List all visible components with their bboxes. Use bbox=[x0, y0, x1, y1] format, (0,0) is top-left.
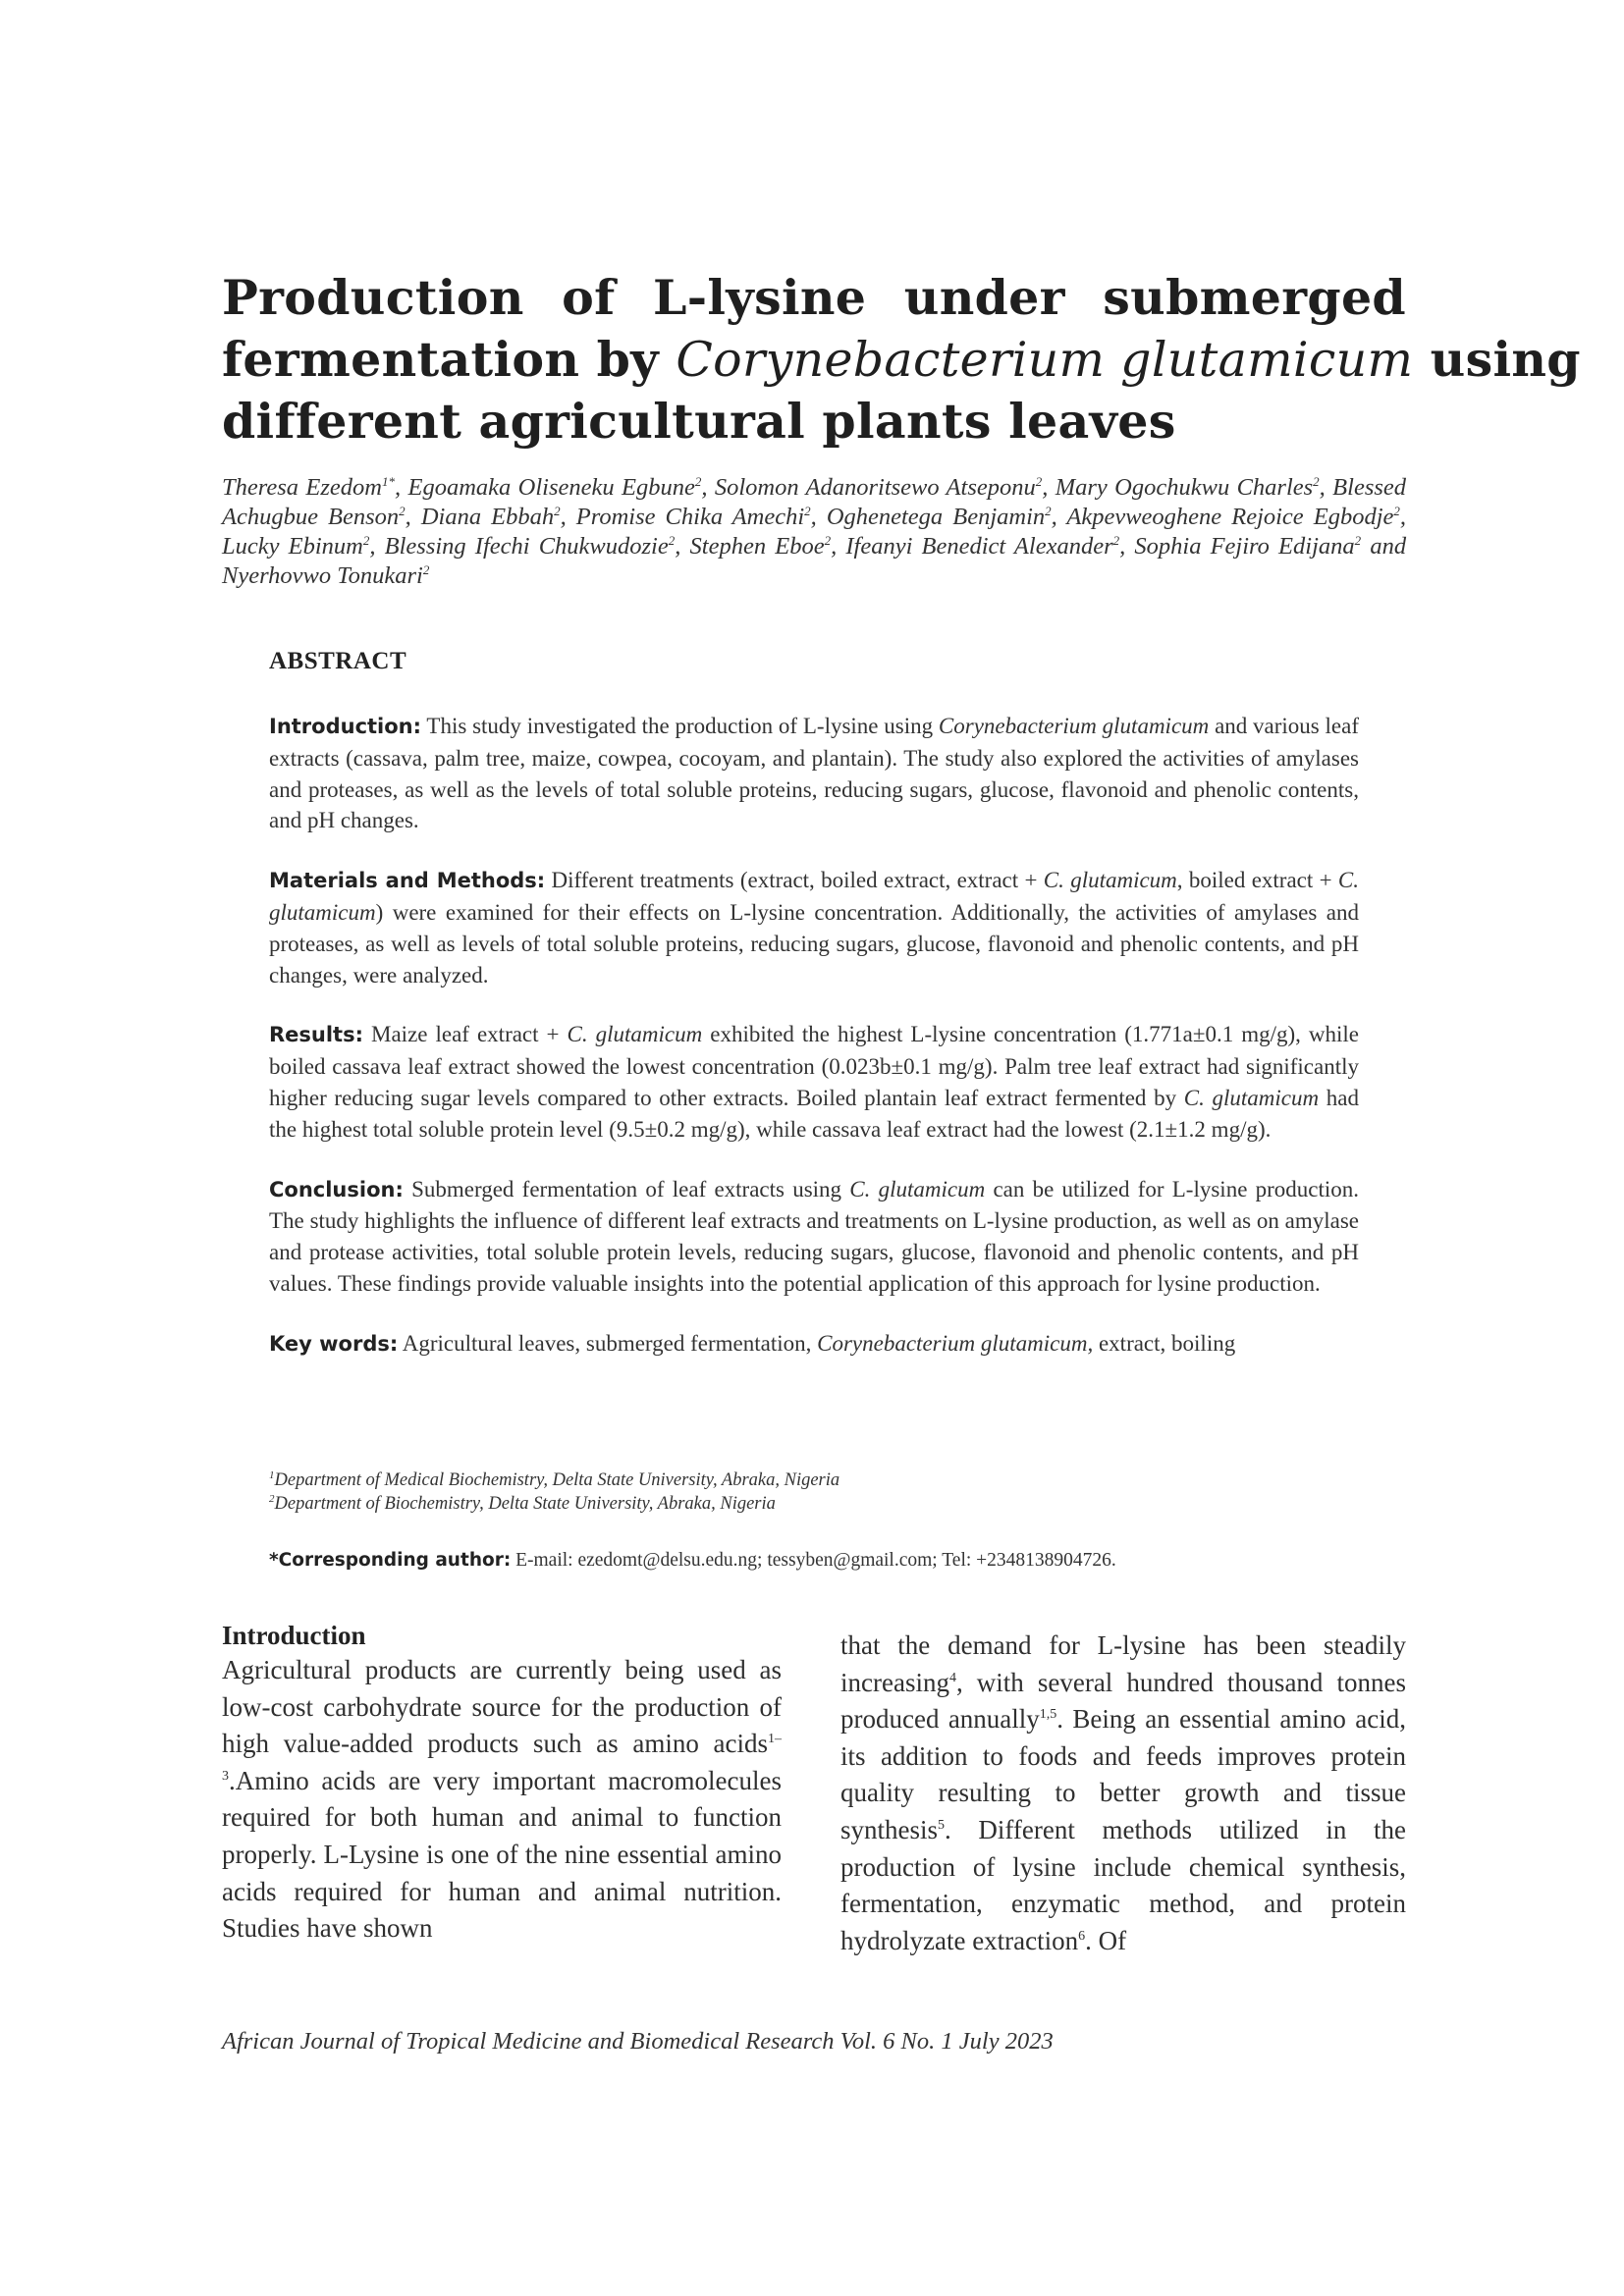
abstract-text: ) were examined for their effects on L-lysine concentration. Additionally, the activities of amylases and proteases, as well as levels of total soluble proteins, reducing sugars, glucose, flavonoid and phenolic contents, and pH changes, were analyzed. bbox=[269, 899, 1359, 988]
species-name: C. glutamicum bbox=[1183, 1085, 1320, 1110]
species-name: C. glutamicum bbox=[1043, 868, 1177, 893]
species-name: C. glutamicum bbox=[567, 1022, 703, 1047]
citation-sup: 1–3 bbox=[222, 1732, 782, 1784]
body-column-right bbox=[840, 1628, 1406, 1959]
title-line-1: Production of L-lysine under submerged bbox=[222, 269, 1406, 326]
journal-footer: African Journal of Tropical Medicine and Biomedical Research Vol. 6 No. 1 July 2023 bbox=[222, 2028, 1054, 2055]
abstract-keywords bbox=[269, 1328, 1359, 1361]
affiliation-item bbox=[269, 1468, 1359, 1492]
author-affil-sup: 2 bbox=[362, 532, 370, 548]
author-affil-sup: 2 bbox=[1112, 532, 1120, 548]
author-name: Ifeanyi Benedict Alexander bbox=[845, 533, 1113, 560]
author-affil-sup: 2 bbox=[694, 473, 702, 489]
abstract-text: had the highest total soluble protein level (9.5±0.2 mg/g), while cassava leaf extract had the lowest (2.1±1.2 mg/g). bbox=[269, 1085, 1360, 1142]
corresponding-author bbox=[269, 1550, 1398, 1572]
title-species: Corynebacterium glutamicum bbox=[676, 332, 1414, 388]
author-name: Blessing Ifechi Chukwudozie bbox=[384, 533, 669, 560]
abstract-methods bbox=[269, 865, 1359, 990]
author-affil-sup: 2 bbox=[804, 503, 811, 518]
abstract-heading: ABSTRACT bbox=[269, 648, 407, 674]
abstract-section bbox=[269, 648, 1359, 1389]
abstract-introduction-label: Introduction: bbox=[269, 715, 422, 738]
title-line-2-pre: fermentation by bbox=[222, 331, 659, 388]
author-name: Lucky Ebinum bbox=[222, 533, 363, 560]
abstract-text: , boiled extract + bbox=[1176, 868, 1332, 893]
abstract-text: and various leaf extracts (cassava, palm tree, maize, cowpea, cocoyam, and plantain). The study also explored the activities of amylases and proteases, as well as the levels of total soluble proteins, reducing sugars, glucose, flavonoid and phenolic contents, and pH changes. bbox=[269, 714, 1360, 833]
title-line-2-post: using bbox=[1430, 331, 1581, 388]
body-text: that the demand for L-lysine has been steadily increasing bbox=[840, 1630, 1406, 1697]
abstract-conclusion-label: Conclusion: bbox=[269, 1177, 404, 1201]
author-conjunction: and bbox=[1370, 533, 1407, 560]
author-name: Blessed Achugbue Benson bbox=[222, 474, 1407, 530]
abstract-results-label: Results: bbox=[269, 1023, 363, 1047]
body-paragraph bbox=[222, 1652, 782, 1948]
species-name: Corynebacterium glutamicum bbox=[938, 714, 1210, 738]
affiliation-text: Department of Biochemistry, Delta State University, Abraka, Nigeria bbox=[274, 1494, 776, 1514]
body-text: Agricultural products are currently being used as low-cost carbohydrate source for the production of high value-added products such as amino acids bbox=[222, 1655, 782, 1759]
species-name: Corynebacterium glutamicum, bbox=[817, 1330, 1094, 1356]
keywords-text: Agricultural leaves, submerged fermentation, bbox=[402, 1330, 812, 1356]
section-heading-introduction: Introduction bbox=[222, 1621, 366, 1650]
author-affil-sup: 2 bbox=[422, 561, 430, 577]
affiliation-item bbox=[269, 1492, 1359, 1516]
author-name: Nyerhovwo Tonukari bbox=[222, 562, 423, 589]
author-affil-sup: 2 bbox=[1045, 503, 1052, 518]
author-name: Egoamaka Oliseneku Egbune bbox=[407, 474, 695, 501]
citation-sup: 4 bbox=[948, 1670, 956, 1685]
keywords-text: extract, boiling bbox=[1098, 1330, 1236, 1356]
body-paragraph bbox=[840, 1628, 1406, 1959]
abstract-text: exhibited the highest L-lysine concentration (1.771a±0.1 mg/g), while boiled cassava leaf extract showed the lowest concentration (0.023b±0.1 mg/g). Palm tree leaf extract had significantly higher reducing sugar levels compared to other extracts. Boiled plantain leaf extract fermented by bbox=[269, 1022, 1360, 1110]
author-name: Solomon Adanoritsewo Atseponu bbox=[714, 474, 1036, 501]
author-name: Oghenetega Benjamin bbox=[826, 504, 1046, 530]
author-name: Diana Ebbah bbox=[420, 504, 555, 530]
affiliation-sup: 2 bbox=[269, 1492, 275, 1505]
paper-title bbox=[222, 267, 1581, 453]
abstract-text: Submerged fermentation of leaf extracts using bbox=[411, 1176, 842, 1201]
keywords-label: Key words: bbox=[269, 1331, 399, 1356]
abstract-conclusion bbox=[269, 1174, 1359, 1300]
citation-sup: 6 bbox=[1078, 1928, 1086, 1944]
author-list: Theresa Ezedom$^{1*}$, Egoamaka Oliseneku Egbune$^2$, Solomon Adanoritsewo Atseponu$^2$, Mary Ogochukwu Charles$^2$, Blessed Achugbue Benson$^2$, Diana Ebbah$^2$, Promise Chika Amechi$^2$, Oghenetega Benjamin$^2$, Akpevweoghene Rejoice Egbodje$^2$, Lucky Ebinum$^2$, Blessing Ifechi Chukwudozie$^2$, Stephen Eboe$^2$, Ifeanyi Benedict Alexander$^2$, Sophia Fejiro Edijana$^2$ and Nyerhovwo Tonukari$^2$ bbox=[222, 473, 1407, 589]
author-name: Akpevweoghene Rejoice Egbodje bbox=[1066, 504, 1394, 530]
body-text: .Amino acids are very important macromolecules required for both human and animal to function properly. L-Lysine is one of the nine essential amino acids required for human and animal nutrition. Studies have shown bbox=[222, 1765, 782, 1944]
author-name: Theresa Ezedom bbox=[222, 474, 382, 501]
author-affil-sup: 2 bbox=[399, 503, 406, 518]
body-column-left bbox=[222, 1620, 782, 1948]
abstract-text: Maize leaf extract + bbox=[371, 1022, 560, 1047]
body-text: . Different methods utilized in the production of lysine include chemical synthesis, fermentation, enzymatic method, and protein hydrolyzate extraction bbox=[840, 1814, 1406, 1955]
corresponding-author-label: *Corresponding author: bbox=[269, 1550, 512, 1571]
author-affil-sup: 2 bbox=[1354, 532, 1362, 548]
abstract-text: This study investigated the production of L-lysine using bbox=[426, 714, 934, 738]
author-name: Mary Ogochukwu Charles bbox=[1055, 474, 1314, 501]
author-affil-sup: 2 bbox=[554, 503, 561, 518]
author-affil-sup: 2 bbox=[1393, 503, 1400, 518]
abstract-text: can be utilized for L-lysine production. The study highlights the influence of different leaf extracts and treatments on L-lysine production, as well as on amylase and protease activities, total soluble protein levels, reducing sugars, glucose, flavonoid and phenolic contents, and pH values. These findings provide valuable insights into the potential application of this approach for lysine production. bbox=[269, 1176, 1360, 1296]
author-name: Promise Chika Amechi bbox=[575, 504, 805, 530]
affiliations bbox=[269, 1468, 1359, 1516]
affiliation-text: Department of Medical Biochemistry, Delta State University, Abraka, Nigeria bbox=[274, 1470, 840, 1490]
body-text: . Being an essential amino acid, its addition to foods and feeds improves protein quality resulting to better growth and tissue synthesis bbox=[840, 1704, 1406, 1844]
species-name: C. glutamicum bbox=[849, 1176, 986, 1201]
abstract-methods-label: Materials and Methods: bbox=[269, 869, 546, 893]
title-line-2 bbox=[222, 329, 1581, 391]
author-affil-sup: 1* bbox=[381, 473, 395, 489]
abstract-results bbox=[269, 1019, 1359, 1145]
title-line-3: different agricultural plants leaves bbox=[222, 393, 1176, 450]
author-affil-sup: 2 bbox=[668, 532, 676, 548]
corresponding-author-contact: E-mail: ezedomt@delsu.edu.ng; tessyben@gmail.com; Tel: +2348138904726. bbox=[515, 1550, 1116, 1571]
author-affil-sup: 2 bbox=[1035, 473, 1043, 489]
abstract-text: Different treatments (extract, boiled extract, extract + bbox=[551, 868, 1038, 893]
body-text: , with several hundred thousand tonnes produced annually bbox=[840, 1667, 1406, 1735]
citation-sup: 5 bbox=[938, 1817, 946, 1833]
author-name: Stephen Eboe bbox=[689, 533, 825, 560]
author-name: Sophia Fejiro Edijana bbox=[1134, 533, 1355, 560]
author-affil-sup: 2 bbox=[824, 532, 832, 548]
body-text: . Of bbox=[1085, 1925, 1127, 1955]
citation-sup: 1,5 bbox=[1039, 1707, 1057, 1723]
affiliation-sup: 1 bbox=[269, 1468, 275, 1481]
author-affil-sup: 2 bbox=[1313, 473, 1320, 489]
species-name: C. glutamicum bbox=[269, 868, 1359, 925]
abstract-introduction bbox=[269, 711, 1359, 836]
